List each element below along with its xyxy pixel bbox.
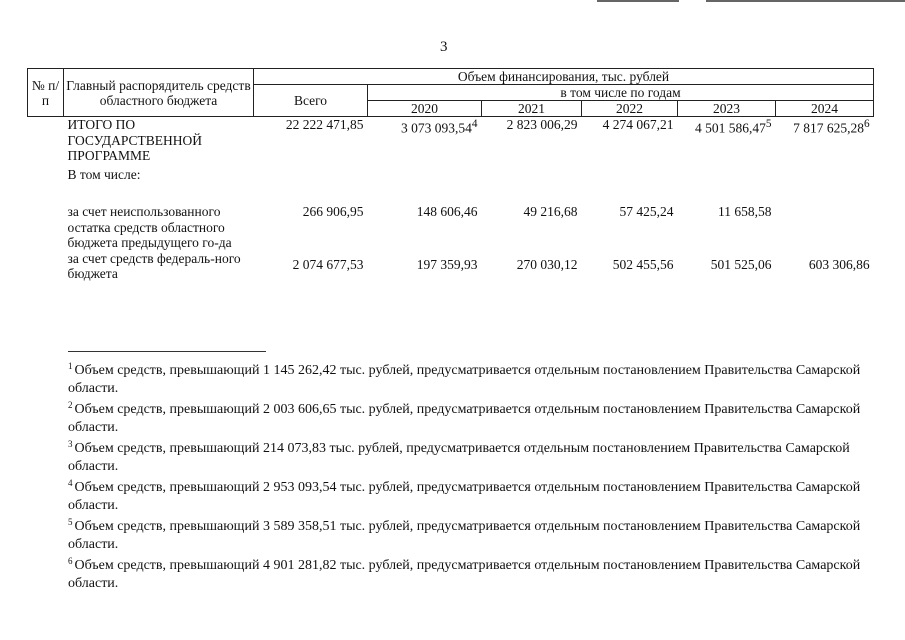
cell-total: 2 074 677,53	[292, 256, 364, 272]
row-label: за счет неиспользованного остатка средств областного бюджета предыдущего го-да	[67, 204, 232, 250]
cell-2023: 501 525,06	[710, 256, 772, 272]
table-row-federal-budget	[28, 251, 874, 282]
footnote-ref: 6	[863, 118, 870, 130]
cell-2021: 49 216,68	[523, 204, 578, 219]
footnote-ref: 4	[471, 118, 478, 130]
header-year-2022: 2022	[582, 101, 678, 117]
footnote-6: $^6$ Объем средств, превышающий 4 901 281,82 тыс. рублей, предусматривается отдельным постановлением Правительства Самарской области.	[68, 556, 861, 591]
header-year-2023: 2023	[678, 101, 776, 117]
footnote-ref: 5	[765, 118, 772, 130]
cell-2022: 57 425,24	[619, 204, 674, 219]
row-label: ИТОГО ПО ГОСУДАРСТВЕННОЙ ПРОГРАММЕ	[67, 117, 203, 163]
header-number: № п/п	[28, 69, 64, 117]
cell-2020: 3 073 093,54$^4$	[401, 118, 478, 136]
footnote-5: $^5$ Объем средств, превышающий 3 589 358,51 тыс. рублей, предусматривается отдельным постановлением Правительства Самарской области.	[68, 517, 861, 552]
footnote-2: $^2$ Объем средств, превышающий 2 003 606,65 тыс. рублей, предусматривается отдельным постановлением Правительства Самарской области.	[68, 400, 861, 435]
financing-table	[27, 68, 874, 282]
cell-total: 22 222 471,85	[285, 117, 364, 132]
header-total: Всего	[254, 85, 368, 117]
header-financing-volume: Объем финансирования, тыс. рублей	[254, 69, 874, 85]
cell-total: 266 906,95	[302, 204, 364, 219]
footnote-separator	[68, 351, 266, 352]
header-year-2024: 2024	[776, 101, 874, 117]
header-year-2020: 2020	[368, 101, 482, 117]
row-label: В том числе:	[67, 166, 141, 182]
header-year-2021: 2021	[482, 101, 582, 117]
scan-mark-top-right	[706, 0, 905, 2]
row-label: за счет средств федераль-ного бюджета	[67, 250, 241, 281]
cell-2020: 148 606,46	[416, 204, 478, 219]
scan-mark-top-left	[597, 0, 679, 2]
cell-2024: 603 306,86	[808, 256, 870, 272]
cell-2024: 7 817 625,28$^6$	[793, 118, 870, 136]
cell-2023: 4 501 586,47$^5$	[695, 118, 772, 136]
header-budget-manager: Главный распорядитель средств областного бюджета	[64, 69, 254, 117]
table-row-unused-balance	[28, 204, 874, 251]
header-by-years: в том числе по годам	[368, 85, 874, 101]
cell-2022: 502 455,56	[612, 256, 674, 272]
table-row-including	[28, 164, 874, 205]
page-number: 3	[440, 39, 448, 55]
cell-2024	[776, 204, 874, 251]
footnote-4: $^4$ Объем средств, превышающий 2 953 093,54 тыс. рублей, предусматривается отдельным постановлением Правительства Самарской области.	[68, 478, 861, 513]
footnotes	[68, 358, 863, 592]
cell-2020: 197 359,93	[416, 256, 478, 272]
cell-2021: 270 030,12	[516, 256, 578, 272]
cell-2021: 2 823 006,29	[506, 117, 578, 132]
table-row-total-program	[28, 117, 874, 164]
cell-2023: 11 658,58	[718, 204, 772, 219]
footnote-3: $^3$ Объем средств, превышающий 214 073,83 тыс. рублей, предусматривается отдельным постановлением Правительства Самарской области.	[68, 439, 850, 474]
cell-2022: 4 274 067,21	[602, 117, 674, 132]
footnote-1: $^1$ Объем средств, превышающий 1 145 262,42 тыс. рублей, предусматривается отдельным постановлением Правительства Самарской области.	[68, 361, 861, 396]
